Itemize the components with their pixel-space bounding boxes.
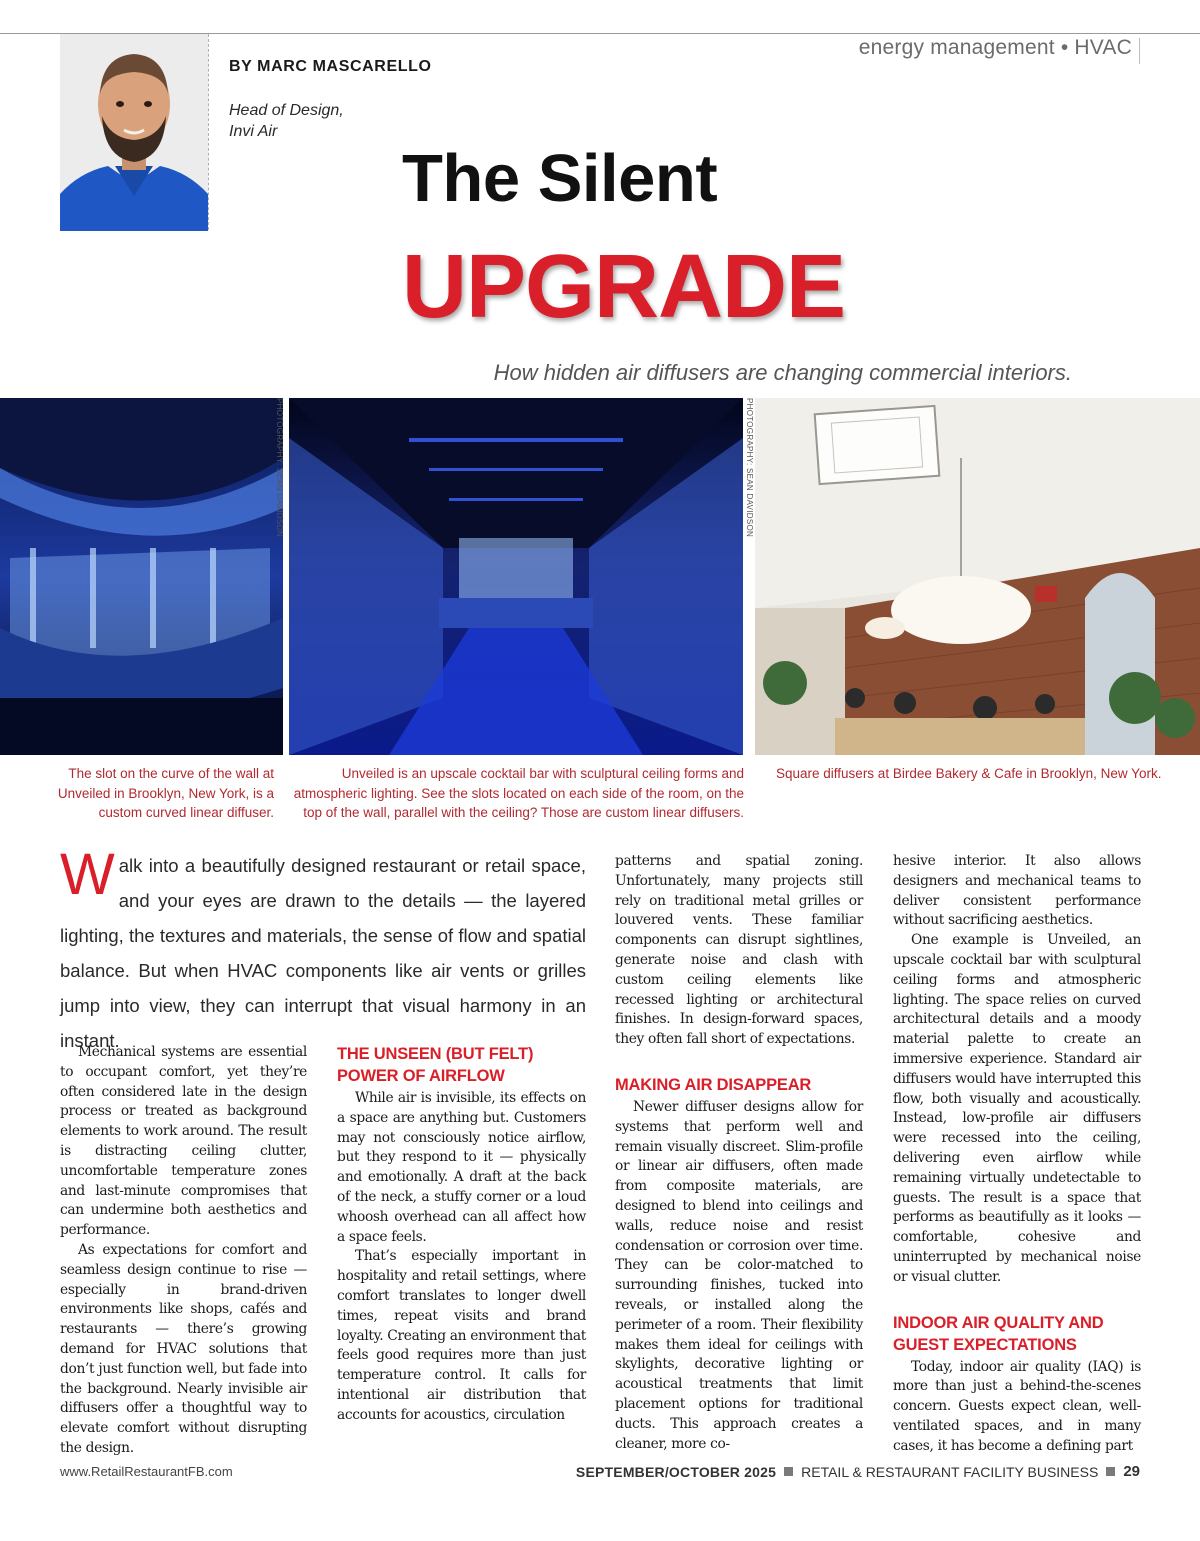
square-bullet-icon bbox=[784, 1467, 793, 1476]
deck: How hidden air diffusers are changing commercial interiors. bbox=[493, 360, 1072, 385]
footer-publication: RETAIL & RESTAURANT FACILITY BUSINESS bbox=[801, 1463, 1099, 1480]
lede-text: alk into a beautifully designed restaurant or retail space, and your eyes are drawn to the details — the layered lighting, the textures and materials, the sense of flow and spatial balance. But when HVAC components like air vents or grilles jump into view, they can interrupt that visual harmony in an instant. bbox=[60, 855, 586, 1051]
subhead-making-air-disappear: MAKING AIR DISAPPEAR bbox=[615, 1075, 812, 1094]
author-role-company: Invi Air bbox=[229, 123, 278, 140]
section-tag: energy management • HVAC bbox=[858, 36, 1132, 59]
lede-paragraph bbox=[60, 842, 586, 1058]
body-paragraph: hesive interior. It also allows designers and mechanical teams to deliver consistent performance without sacrificing aesthetics. bbox=[893, 853, 1141, 929]
headline-line-2: UPGRADE bbox=[402, 237, 846, 337]
body-paragraph: That’s especially important in hospitality and retail settings, where comfort translates to longer dwell times, repeat visits and brand loyalty. Creating an environment that feels good requires more than just temperature control. It calls for intentional air distribution that accounts for acoustics, circulation bbox=[337, 1248, 586, 1423]
photo-credit: PHOTOGRAPHY: SEAN DAVIDSON bbox=[745, 398, 754, 538]
body-column-2 bbox=[337, 1043, 586, 1426]
body-paragraph: As expectations for comfort and seamless design continue to rise — especially in brand-driven environments like shops, cafés and restaurants — there’s growing demand for HVAC solutions that don’t just function well, but fade into the background. Nearly invisible air diffusers offer a thoughtful way to elevate comfort without disrupting the design. bbox=[60, 1241, 307, 1456]
subhead-airflow: THE UNSEEN (BUT FELT) POWER OF AIRFLOW bbox=[337, 1045, 534, 1085]
body-column-4 bbox=[893, 852, 1141, 1457]
body-paragraph: patterns and spatial zoning. Unfortunately, many projects still rely on traditional metal grilles or louvered vents. These familiar components can disrupt sightlines, generate noise and clash with custom ceiling elements like recessed lighting or architectural finishes. In design-forward spaces, they often fall short of expectations. bbox=[615, 853, 863, 1048]
dropcap: W bbox=[60, 842, 115, 907]
author-photo bbox=[60, 34, 208, 231]
body-column-3 bbox=[615, 852, 863, 1454]
photo-caption-2: Unveiled is an upscale cocktail bar with sculptural ceiling forms and atmospheric lighting. See the slots located on each side of the room, on the top of the wall, parallel with the ceiling? Those are custom linear diffusers. bbox=[293, 766, 744, 820]
photo-caption-1: The slot on the curve of the wall at Unveiled in Brooklyn, New York, is a custom curved linear diffuser. bbox=[57, 766, 274, 820]
author-divider bbox=[208, 34, 209, 230]
body-column-1 bbox=[60, 1043, 307, 1459]
author-portrait-illustration bbox=[60, 34, 208, 231]
author-role bbox=[229, 100, 344, 142]
page-number: 29 bbox=[1123, 1463, 1140, 1480]
footer-issue: SEPTEMBER/OCTOBER 2025 bbox=[575, 1463, 777, 1480]
author-role-title: Head of Design, bbox=[229, 102, 344, 119]
body-paragraph: While air is invisible, its effects on a space are anything but. Customers may not consciously notice airflow, but they respond to it — physically and emotionally. A draft at the back of the neck, a stuffy corner or a loud whoosh overhead can all affect how a space feels. bbox=[337, 1090, 586, 1245]
subhead-indoor-air-quality: INDOOR AIR QUALITY AND GUEST EXPECTATIONS bbox=[893, 1313, 1104, 1354]
photo-caption-3: Square diffusers at Birdee Bakery & Cafe in Brooklyn, New York. bbox=[776, 766, 1162, 781]
photo-unveiled-curved-wall bbox=[0, 398, 283, 755]
byline: BY MARC MASCARELLO bbox=[229, 58, 432, 75]
section-tag-divider bbox=[1139, 38, 1140, 64]
photo-unveiled-bar bbox=[289, 398, 743, 755]
photo-birdee-bakery bbox=[755, 398, 1200, 755]
body-paragraph: Today, indoor air quality (IAQ) is more than just a behind-the-scenes concern. Guests expect clean, well-ventilated spaces, and in many cases, it has become a defining part bbox=[893, 1358, 1141, 1454]
headline-line-1: The Silent bbox=[402, 141, 718, 216]
square-bullet-icon bbox=[1106, 1467, 1115, 1476]
body-paragraph: Newer diffuser designs allow for systems that perform well and remain visually discreet. Slim-profile or linear air diffusers, often made from composite materials, are designed to blend into ceilings and walls, reduce noise and resist condensation or corrosion over time. They can be color-matched to surrounding finishes, tucked into reveals, or installed along the perimeter of a room. Their flexibility makes them ideal for ceilings with skylights, decorative lighting or acoustical treatments that limit placement options for traditional ducts. This approach creates a cleaner, more co- bbox=[615, 1098, 863, 1452]
body-paragraph: Mechanical systems are essential to occupant comfort, yet they’re often considered late in the design process or treated as background elements to work around. The result is distracting ceiling clutter, uncomfortable temperature zones and last-minute compromises that can undermine both aesthetics and performance. bbox=[60, 1044, 307, 1239]
photo-credit: PHOTOGRAPHY: SEAN DAVIDSON bbox=[275, 398, 284, 538]
body-paragraph: One example is Unveiled, an upscale cocktail bar with sculptural ceiling forms and atmospheric lighting. The space relies on curved architectural details and a moody material palette to create an immersive experience. Standard air diffusers would have interrupted this flow, both visually and acoustically. Instead, low-profile air diffusers were recessed into the ceiling, delivering even airflow while remaining virtually undetectable to guests. The result is a space that performs as beautifully as it looks — comfortable, cohesive and uninterrupted by mechanical noise or visual clutter. bbox=[893, 932, 1141, 1285]
footer-url[interactable]: www.RetailRestaurantFB.com bbox=[60, 1464, 233, 1479]
footer-folio bbox=[576, 1463, 1140, 1480]
